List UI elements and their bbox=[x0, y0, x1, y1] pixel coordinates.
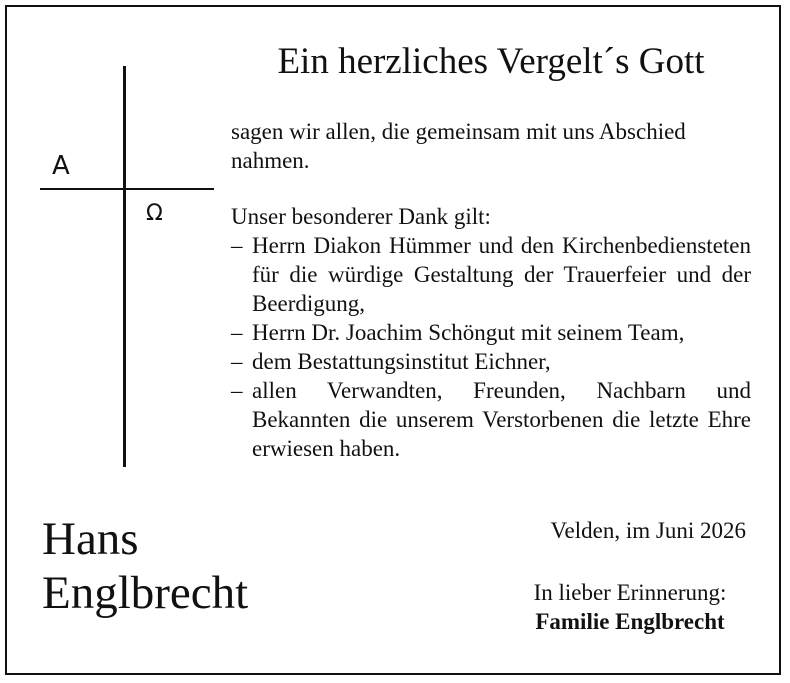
thanks-heading: Unser besonderer Dank gilt: bbox=[231, 204, 491, 229]
cross-vertical-bar bbox=[123, 66, 126, 467]
intro-text: sagen wir allen, die gemeinsam mit uns Abschied nahmen. bbox=[231, 119, 686, 173]
thanks-item: – allen Verwandten, Freunden, Nachbarn und Bekannten die unserem Verstorbenen die letzte Ehre erwiesen haben. bbox=[231, 376, 751, 463]
alpha-symbol: A bbox=[52, 151, 70, 181]
deceased-first-name: Hans bbox=[42, 513, 139, 565]
thanks-item: – Herrn Diakon Hümmer und den Kirchenbediensteten für die würdige Gestaltung der Trauerfeier und der Beerdigung, bbox=[231, 231, 751, 318]
thanks-item: – dem Bestattungsinstitut Eichner, bbox=[231, 347, 751, 376]
place-date: Velden, im Juni 2026 bbox=[550, 518, 746, 543]
memory-line: In lieber Erinnerung: bbox=[533, 580, 727, 605]
family-signature: Familie Englbrecht bbox=[535, 609, 725, 634]
thanks-list bbox=[231, 231, 751, 463]
omega-symbol: Ω bbox=[146, 201, 163, 226]
deceased-last-name: Englbrecht bbox=[42, 567, 249, 619]
headline: Ein herzliches Vergelt´s Gott bbox=[277, 41, 705, 82]
deceased-name bbox=[42, 512, 248, 620]
thanks-item: – Herrn Dr. Joachim Schöngut mit seinem Team, bbox=[231, 318, 751, 347]
cross-horizontal-bar bbox=[40, 188, 214, 190]
